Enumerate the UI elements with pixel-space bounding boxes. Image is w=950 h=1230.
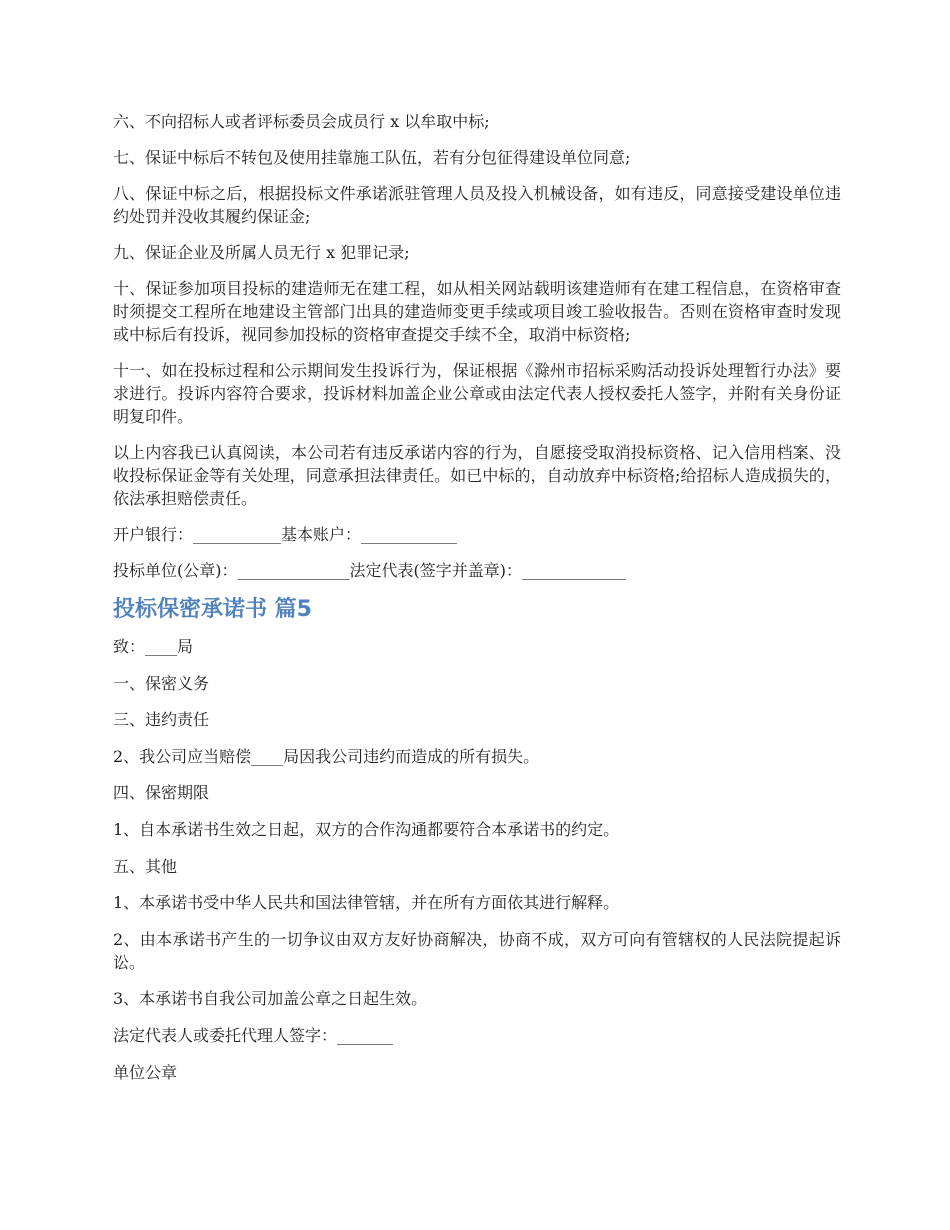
section-heading: 投标保密承诺书 篇5 [113,597,312,622]
other-item-1: 1、本承诺书受中华人民共和国法律管辖，并在所有方面依其进行解释。 [113,893,620,913]
liability-item-2: 2、我公司应当赔偿____局因我公司违约而造成的所有损失。 [113,746,540,766]
subheading-other: 五、其他 [113,856,178,876]
clause-11: 十一、如在投标过程和公示期间发生投诉行为，保证根据《滁州市招标采购活动投诉处理暂行办法》要求进行。投诉内容符合要求，投诉材料加盖企业公章或由法定代表人授权委托人签字，并附有关身份证明复印件。 [113,361,841,426]
declaration-paragraph: 以上内容我已认真阅读，本公司若有违反承诺内容的行为，自愿接受取消投标资格、记入信用档案、没收投标保证金等有关处理，同意承担法律责任。如已中标的，自动放弃中标资格;给招标人造成损失的，依法承担赔偿责任。 [113,443,841,508]
signature-line: 投标单位(公章)：______________法定代表(签字并盖章)：_____________ [113,561,626,580]
clause-8: 八、保证中标之后，根据投标文件承诺派驻管理人员及投入机械设备，如有违反，同意接受建设单位违约处罚并没收其履约保证金; [113,184,841,226]
other-item-3: 3、本承诺书自我公司加盖公章之日起生效。 [113,989,428,1009]
clause-7: 七、保证中标后不转包及使用挂靠施工队伍，若有分包征得建设单位同意; [113,148,631,167]
subheading-obligation: 一、保密义务 [113,673,210,693]
commitment-clauses [113,110,841,582]
clause-10: 十、保证参加项目投标的建造师无在建工程，如从相关网站载明该建造师有在建工程信息，在资格审查时须提交工程所在地建设主管部门出具的建造师变更手续或项目竣工验收报告。否则在资格审查时发现或中标后有投诉，视同参加投标的资格审查提交手续不全，取消中标资格; [113,279,841,344]
clause-9: 九、保证企业及所属人员无行 x 犯罪记录; [113,243,410,262]
bank-account-line: 开户银行：___________基本账户：____________ [113,525,458,544]
confidentiality-commitment [113,635,841,1084]
document-page [113,110,841,1097]
other-item-2: 2、由本承诺书产生的一切争议由双方友好协商解决，协商不成，双方可向有管辖权的人民法院提起诉讼。 [113,929,841,972]
subheading-liability: 三、违约责任 [113,710,210,730]
recipient-line: 致：____局 [113,637,194,656]
representative-signature-line: 法定代表人或委托代理人签字：_______ [113,1025,394,1045]
company-seal-label: 单位公章 [113,1062,178,1082]
clause-6: 六、不向招标人或者评标委员会成员行 x 以牟取中标; [113,112,490,131]
term-item-1: 1、自本承诺书生效之日起，双方的合作沟通都要符合本承诺书的约定。 [113,819,620,839]
subheading-term: 四、保密期限 [113,783,210,803]
